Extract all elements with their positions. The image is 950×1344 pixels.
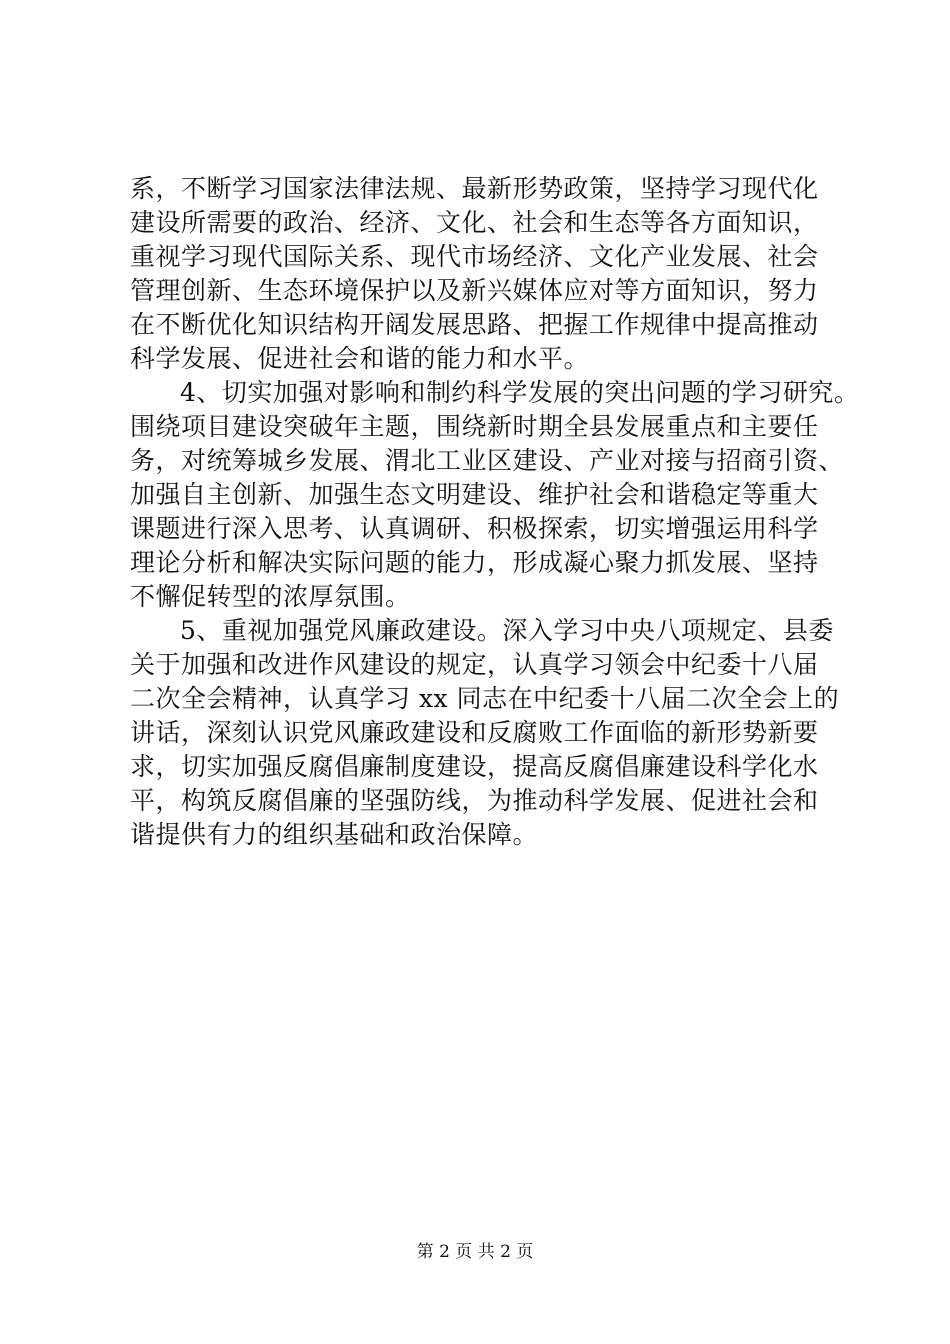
text-line: 重视学习现代国际关系、现代市场经济、文化产业发展、社会: [130, 242, 819, 271]
document-body: [130, 172, 860, 852]
text-line: 围绕项目建设突破年主题，围绕新时期全县发展重点和主要任: [130, 412, 819, 441]
text-line: 课题进行深入思考、认真调研、积极探索，切实增强运用科学: [130, 514, 819, 543]
page-number-footer: 第 2 页 共 2 页: [416, 1242, 534, 1262]
paragraph-5-first-line: 5、重视加强党风廉政建设。深入学习中央八项规定、县委: [180, 616, 834, 645]
text-line: 二次全会精神，认真学习 xx 同志在中纪委十八届二次全会上的: [130, 684, 840, 713]
text-line: 建设所需要的政治、经济、文化、社会和生态等各方面知识，: [130, 208, 819, 237]
text-line: 讲话，深刻认识党风廉政建设和反腐败工作面临的新形势新要: [130, 718, 819, 747]
text-line: 平，构筑反腐倡廉的坚强防线，为推动科学发展、促进社会和: [130, 786, 819, 815]
text-line: 求，切实加强反腐倡廉制度建设，提高反腐倡廉建设科学化水: [130, 752, 819, 781]
text-line: 不懈促转型的浓厚氛围。: [130, 582, 411, 611]
text-line: 系，不断学习国家法律法规、最新形势政策，坚持学习现代化: [130, 174, 819, 203]
text-line: 关于加强和改进作风建设的规定，认真学习领会中纪委十八届: [130, 650, 819, 679]
text-line: 加强自主创新、加强生态文明建设、维护社会和谐稳定等重大: [130, 480, 819, 509]
text-line: 务，对统筹城乡发展、渭北工业区建设、产业对接与招商引资、: [130, 446, 845, 475]
text-line: 在不断优化知识结构开阔发展思路、把握工作规律中提高推动: [130, 310, 819, 339]
text-line: 管理创新、生态环境保护以及新兴媒体应对等方面知识，努力: [130, 276, 819, 305]
text-line: 科学发展、促进社会和谐的能力和水平。: [130, 344, 590, 373]
text-line: 谐提供有力的组织基础和政治保障。: [130, 820, 539, 849]
text-line: 理论分析和解决实际问题的能力，形成凝心聚力抓发展、坚持: [130, 548, 819, 577]
paragraph-4-first-line: 4、切实加强对影响和制约科学发展的突出问题的学习研究。: [180, 378, 860, 407]
